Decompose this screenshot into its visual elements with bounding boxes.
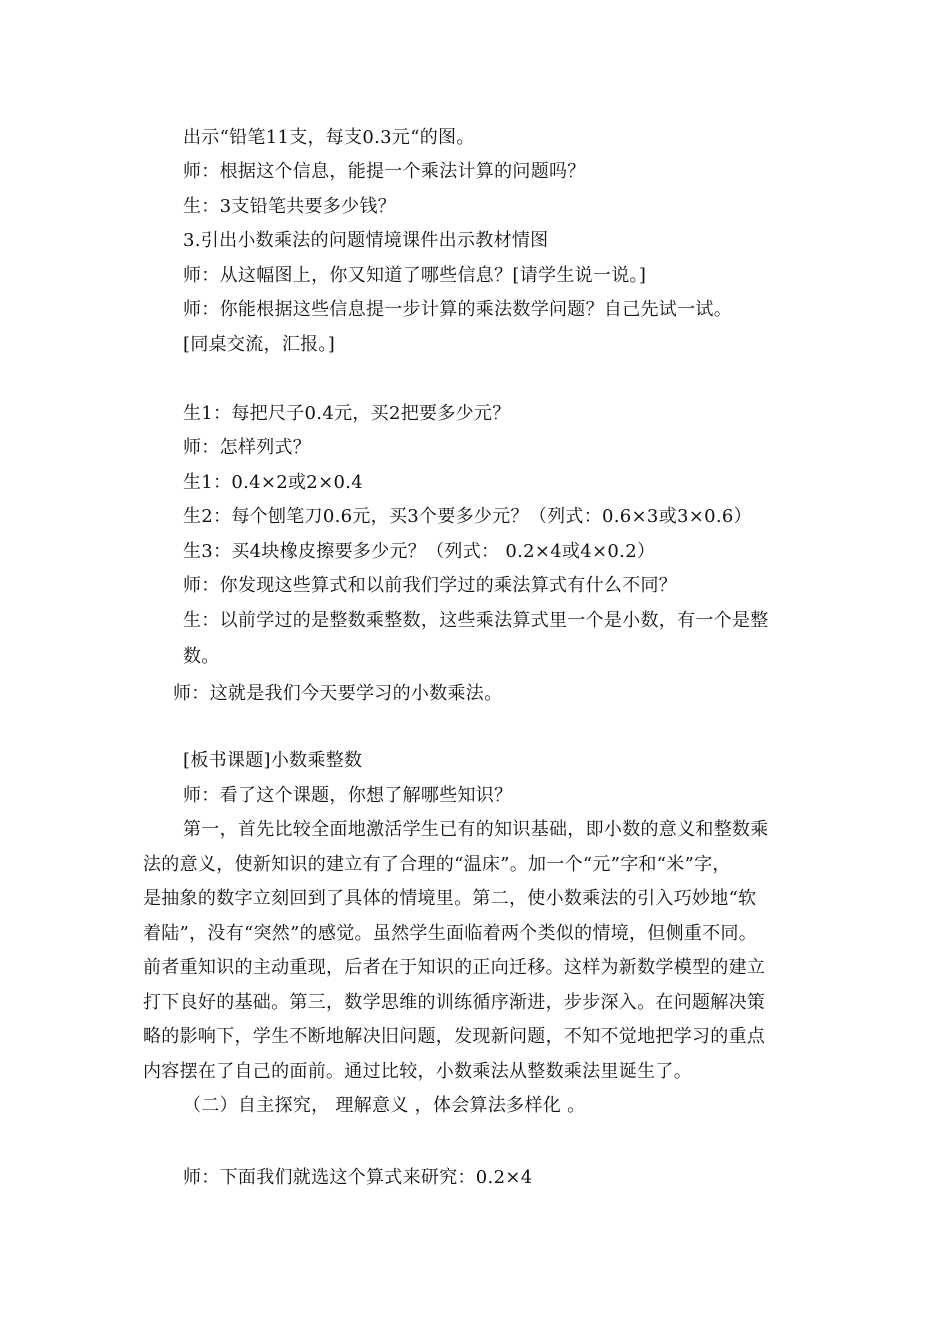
text-line: 内容摆在了自己的面前。通过比较，小数乘法从整数乘法里诞生了。 <box>143 1061 692 1082</box>
text-line: 师：根据这个信息，能提一个乘法计算的问题吗？ <box>183 161 586 182</box>
text-line: 生：以前学过的是整数乘整数，这些乘法算式里一个是小数，有一个是整 <box>183 610 769 631</box>
text-line: 法的意义，使新知识的建立有了合理的“温床”。加一个“元”字和“米”字， <box>143 854 731 875</box>
text-line: 略的影响下，学生不断地解决旧问题，发现新问题，不知不觉地把学习的重点 <box>143 1026 766 1047</box>
text-line: 师：怎样列式？ <box>183 437 312 458</box>
text-line: 生1：每把尺子0.4元，买2把要多少元？ <box>183 403 511 424</box>
text-line: 生1：0.4×2或2×0.4 <box>183 472 363 493</box>
text-line: 师：下面我们就选这个算式来研究：0.2×4 <box>183 1167 533 1188</box>
text-line: 3.引出小数乘法的问题情境课件出示教材情图 <box>183 230 549 251</box>
text-line: 打下良好的基础。第三，数学思维的训练循序渐进，步步深入。在问题解决策 <box>143 992 766 1013</box>
text-line: （二）自主探究， 理解意义 ，体会算法多样化 。 <box>183 1095 586 1116</box>
text-line: 师：从这幅图上，你又知道了哪些信息？[请学生说一说。] <box>183 265 647 286</box>
text-line: 第一，首先比较全面地激活学生已有的知识基础，即小数的意义和整数乘 <box>183 819 769 840</box>
text-line: 前者重知识的主动重现，后者在于知识的正向迁移。这样为新数学模型的建立 <box>143 957 766 978</box>
text-line: 师：这就是我们今天要学习的小数乘法。 <box>173 683 503 704</box>
text-line: 生3：买4块橡皮擦要多少元？（列式： 0.2×4或4×0.2） <box>183 541 656 562</box>
text-line: 师：你发现这些算式和以前我们学过的乘法算式有什么不同？ <box>183 575 678 596</box>
text-line: 着陆”，没有“突然”的感觉。虽然学生面临着两个类似的情境，但侧重不同。 <box>143 923 758 944</box>
text-line: 生2：每个刨笔刀0.6元，买3个要多少元？（列式：0.6×3或3×0.6） <box>183 506 752 527</box>
text-line: 是抽象的数字立刻回到了具体的情境里。第二，使小数乘法的引入巧妙地“软 <box>143 888 757 909</box>
text-line: 生：3支铅笔共要多少钱？ <box>183 196 397 217</box>
text-line: [板书课题]小数乘整数 <box>183 750 363 771</box>
text-line: [同桌交流，汇报。] <box>183 334 336 355</box>
text-line: 师：你能根据这些信息提一步计算的乘法数学问题？自己先试一试。 <box>183 299 732 320</box>
text-line: 出示“铅笔11支，每支0.3元“的图。 <box>183 127 475 148</box>
text-line: 师：看了这个课题，你想了解哪些知识？ <box>183 785 513 806</box>
text-line: 数。 <box>183 646 220 667</box>
